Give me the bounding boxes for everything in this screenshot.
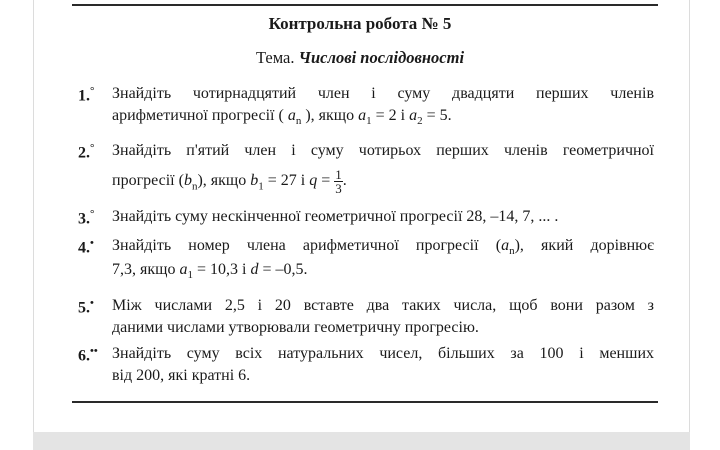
task-number: 1.°	[78, 85, 95, 105]
task-number: 5.•	[78, 297, 94, 317]
task-text-line-1: Знайдіть суму нескінченної геометричної прогресії 28, –14, 7, ... .	[112, 208, 559, 225]
bottom-rule	[72, 401, 658, 403]
topic-name: Числові послідовності	[298, 48, 465, 67]
task-5	[78, 297, 654, 341]
page-title: Контрольна робота № 5	[268, 14, 452, 33]
topic-label: Тема.	[255, 48, 295, 67]
task-text-line-2: прогресії $(b_n)$, якщо $b_1 = 27$ і q = $\frac{1}{3}$ .	[112, 167, 347, 196]
bottom-page-gap	[33, 432, 690, 450]
task-1	[78, 85, 654, 129]
task-number: 2.°	[78, 142, 95, 162]
top-rule	[72, 4, 658, 6]
task-text-line-2: даними числами утворювали геометричну прогресію.	[112, 319, 479, 336]
task-3	[78, 208, 654, 230]
task-number: 6.••	[78, 345, 98, 365]
task-text-line-1: Між числами 2,5 і 20 вставте два таких числа, щоб вони разом з	[112, 297, 654, 314]
task-text-line-1: Знайдіть номер члена арифметичної прогресії $(a_n)$, який дорівнює	[112, 237, 655, 258]
task-6	[78, 345, 654, 389]
task-4	[78, 237, 654, 281]
task-text-line-1: Знайдіть чотирнадцятий член і суму двадцяти перших членів	[112, 85, 654, 102]
topic-line	[0, 48, 720, 68]
fraction: $\frac{1}{3}$	[335, 167, 342, 196]
task-text-line-2: від 200, які кратні 6.	[112, 367, 251, 384]
task-2	[78, 142, 654, 198]
task-text-line-1: Знайдіть п'ятий член і суму чотирьох перших членів геометричної	[112, 142, 654, 159]
task-text-line-2: 7,3, якщо $a_1 = 10,3$ і d = –0,5.	[112, 261, 308, 282]
task-number: 4.•	[78, 237, 94, 257]
task-text-line-1: Знайдіть суму всіх натуральних чисел, більших за 100 і менших	[112, 345, 654, 362]
task-text-line-2: арифметичної прогресії ( $a_n$ ), якщо $a_1 = 2$ і $a_2 = 5$.	[112, 107, 452, 128]
task-number: 3.°	[78, 208, 95, 228]
